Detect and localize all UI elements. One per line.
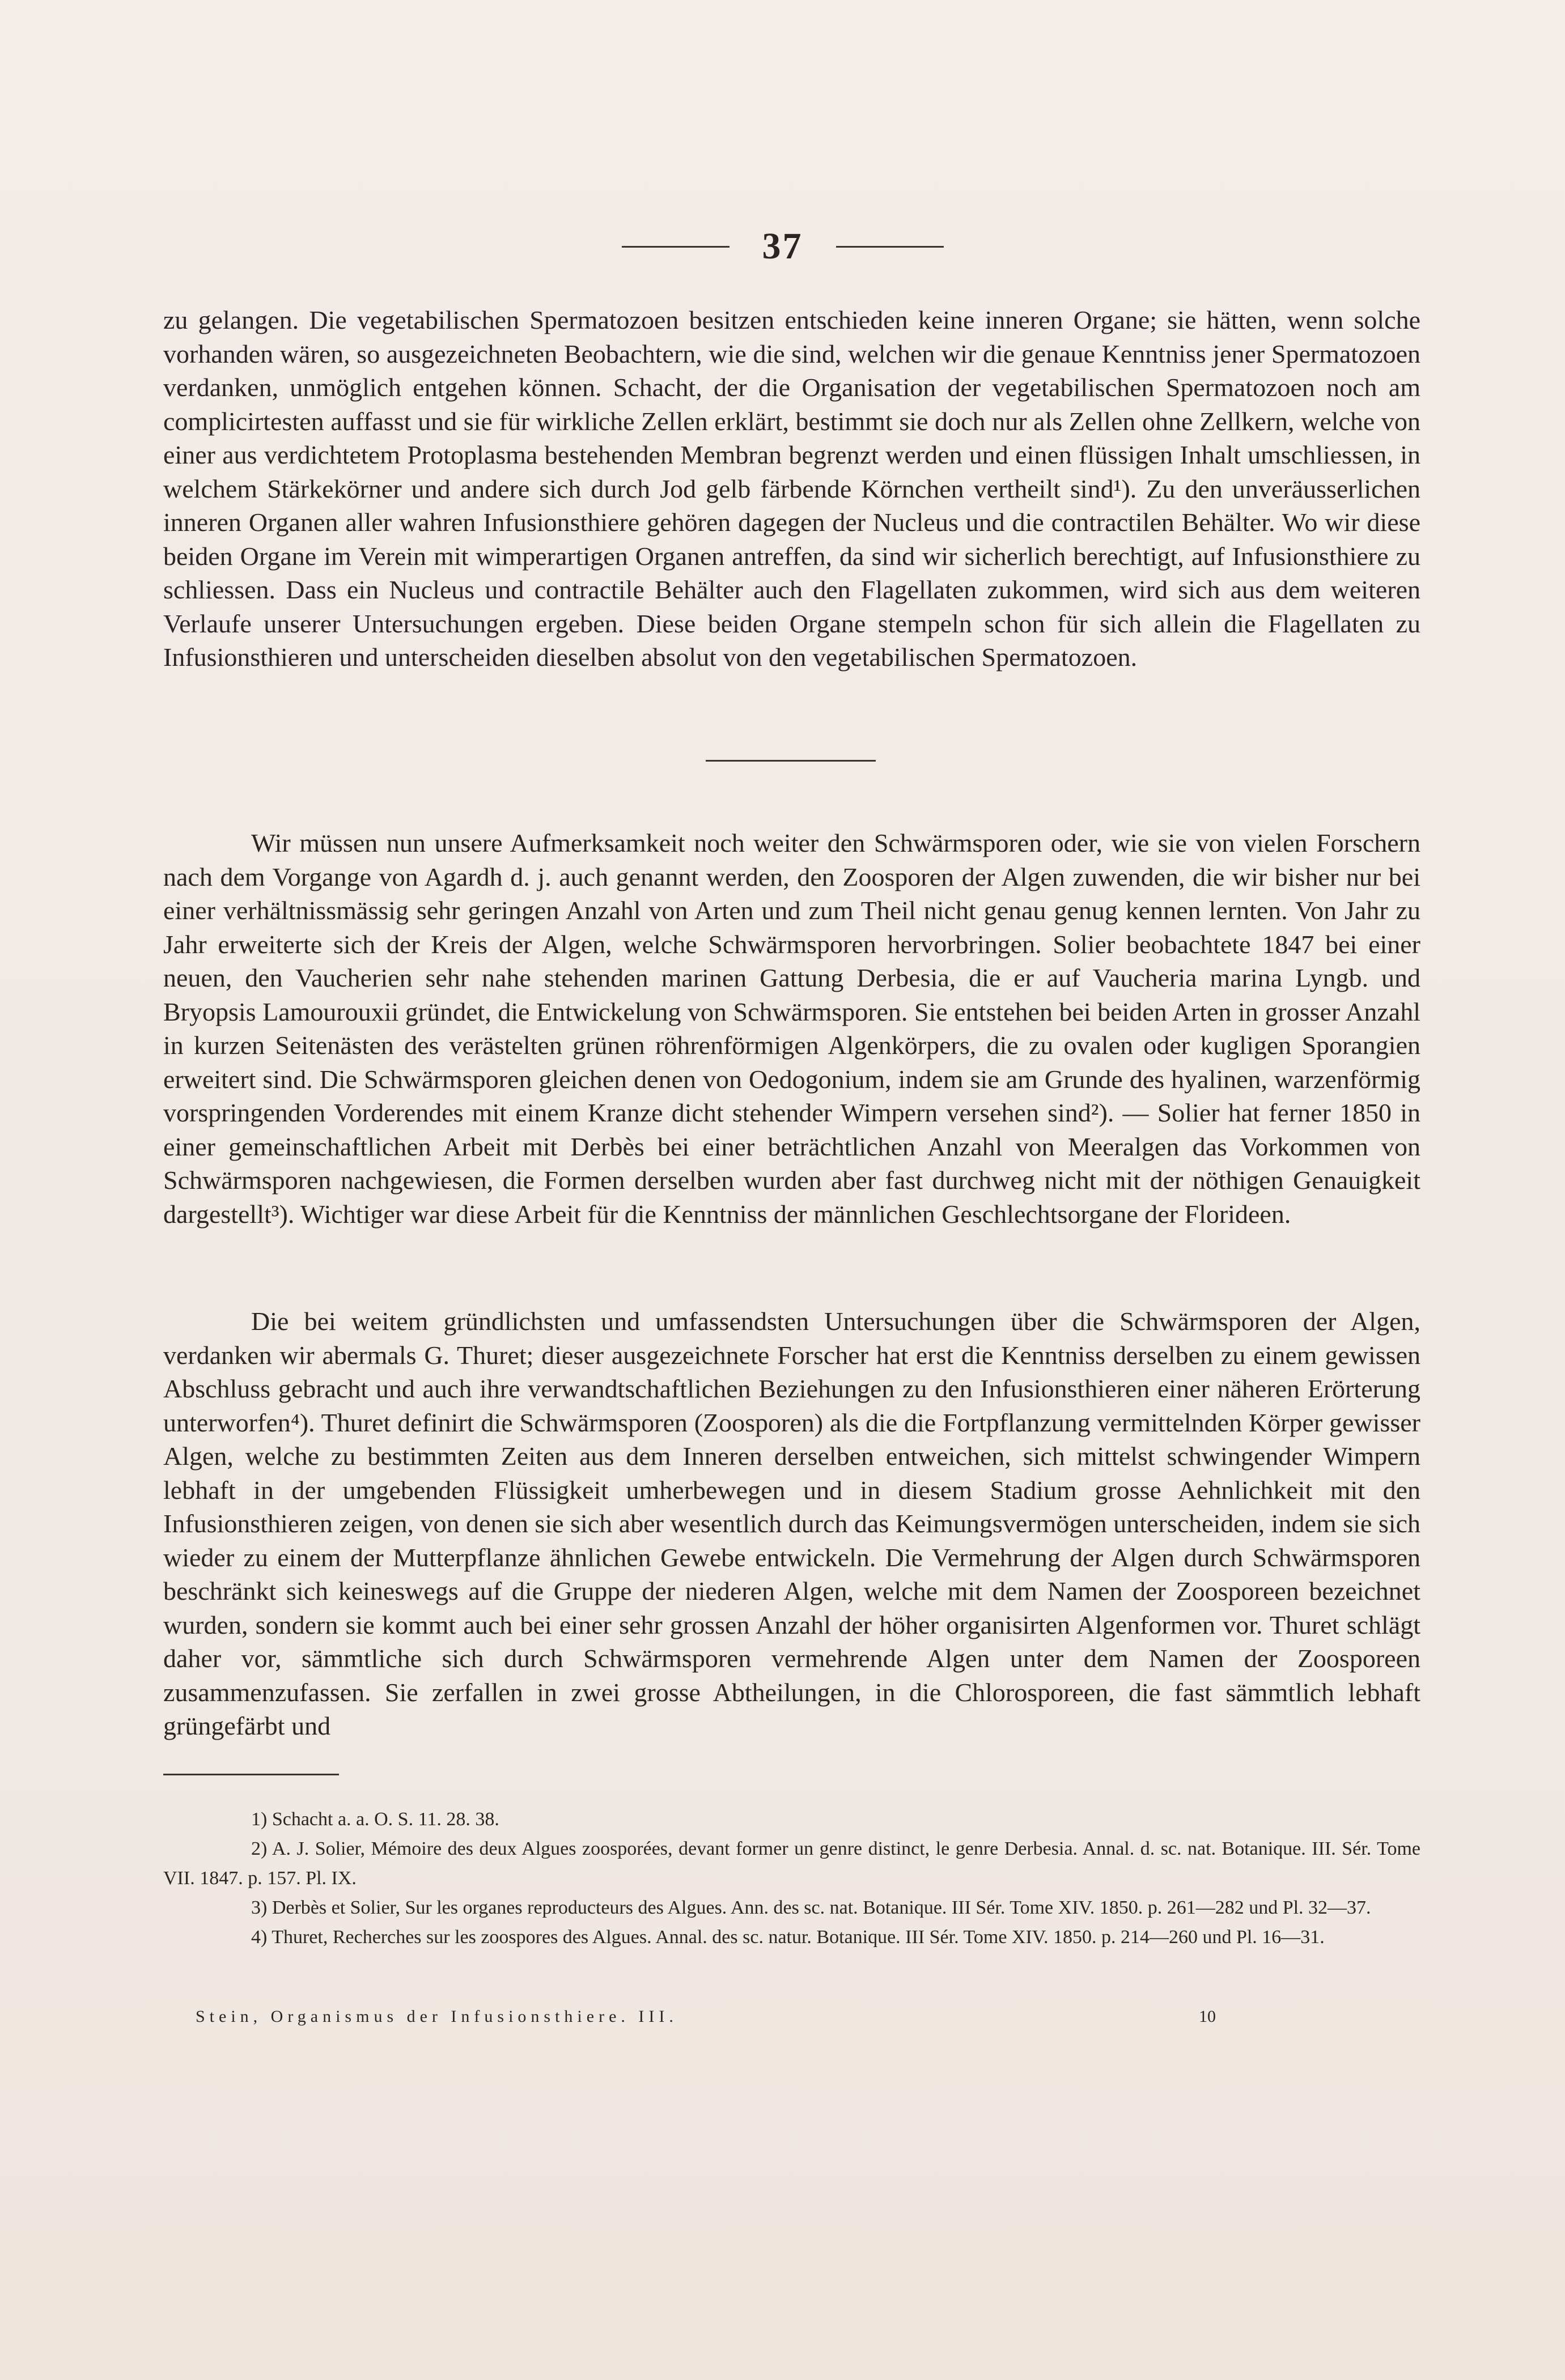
footnotes xyxy=(163,1805,1420,1952)
page-footer xyxy=(196,2007,1216,2026)
paragraph-1-text: zu gelangen. Die vegetabilischen Spermatozoen besitzen entschieden keine inneren Organe; sie hätten, wenn solche vorhanden wären, so ausgezeichneten Beobachtern, wie die sind, welchen wir die genaue Kenntniss jener Spermatozoen verdanken, unmöglich entgehen können. Schacht, der die Organisation der vegetabilischen Spermatozoen noch am complicirtesten auffasst und sie für wirkliche Zellen erklärt, bestimmt sie doch nur als Zellen ohne Zellkern, welche von einer aus verdichtetem Protoplasma bestehenden Membran begrenzt werden und einen flüssigen Inhalt umschliessen, in welchem Stärkekörner und andere sich durch Jod gelb färbende Körnchen vertheilt sind¹). Zu den unveräusserlichen inneren Organen aller wahren Infusionsthiere gehören dagegen der Nucleus und die contractilen Behälter. Wo wir diese beiden Organe im Verein mit wimperartigen Organen antreffen, da sind wir sicherlich berechtigt, auf Infusionsthiere zu schliessen. Dass ein Nucleus und contractile Behälter auch den Flagellaten zukommen, wird sich aus dem weiteren Verlaufe unserer Untersuchungen ergeben. Diese beiden Organe stempeln schon für sich allein die Flagellaten zu Infusionsthieren und unterscheiden dieselben absolut von den vegetabilischen Spermatozoen. xyxy=(163,305,1420,672)
footnote-1: 1) Schacht a. a. O. S. 11. 28. 38. xyxy=(251,1809,499,1830)
footnote-2: 2) A. J. Solier, Mémoire des deux Algues zoosporées, devant former un genre distinct, le genre Derbesia. Annal. d. sc. nat. Botanique. III. Sér. Tome VII. 1847. p. 157. Pl. IX. xyxy=(163,1838,1420,1889)
footer-book-title: Stein, Organismus der Infusionsthiere. III. xyxy=(196,2007,678,2026)
paragraph-1 xyxy=(163,303,1420,674)
header-rule-left xyxy=(622,246,730,248)
footer-signature: 10 xyxy=(1199,2007,1216,2026)
footnote-3: 3) Derbès et Solier, Sur les organes reproducteurs des Algues. Ann. des sc. nat. Botanique. III Sér. Tome XIV. 1850. p. 261—282 und Pl. 32—37. xyxy=(251,1897,1371,1918)
header-rule-right xyxy=(836,246,944,248)
page-number: 37 xyxy=(762,226,803,267)
paragraph-2-text: Wir müssen nun unsere Aufmerksamkeit noch weiter den Schwärmsporen oder, wie sie von vielen Forschern nach dem Vorgange von Agardh d. j. auch genannt werden, den Zoosporen der Algen zuwenden, die wir bisher nur bei einer verhältnissmässig sehr geringen Anzahl von Arten und zum Theil nicht genau genug kennen lernten. Von Jahr zu Jahr erweiterte sich der Kreis der Algen, welche Schwärmsporen hervorbringen. Solier beobachtete 1847 bei einer neuen, den Vaucherien sehr nahe stehenden marinen Gattung Derbesia, die er auf Vaucheria marina Lyngb. und Bryopsis Lamourouxii gründet, die Entwickelung von Schwärmsporen. Sie entstehen bei beiden Arten in grosser Anzahl in kurzen Seitenästen des verästelten grünen röhrenförmigen Algenkörpers, die zu ovalen oder kugligen Sporangien erweitert sind. Die Schwärmsporen gleichen denen von Oedogonium, indem sie am Grunde des hyalinen, warzenförmig vorspringenden Vorderendes mit einem Kranze dicht stehender Wimpern versehen sind²). — Solier hat ferner 1850 in einer gemeinschaftlichen Arbeit mit Derbès bei einer beträchtlichen Anzahl von Meeralgen das Vorkommen von Schwärmsporen nachgewiesen, die Formen derselben wurden aber fast durchweg nicht mit der nöthigen Genauigkeit dargestellt³). Wichtiger war diese Arbeit für die Kenntniss der männlichen Geschlechtsorgane der Florideen. xyxy=(163,828,1420,1229)
page-header xyxy=(0,224,1565,269)
paragraph-3 xyxy=(163,1304,1420,1743)
paragraph-3-text: Die bei weitem gründlichsten und umfassendsten Untersuchungen über die Schwärmsporen der Algen, verdanken wir abermals G. Thuret; dieser ausgezeichnete Forscher hat erst die Kenntniss derselben zu einem gewissen Abschluss gebracht und auch ihre verwandtschaftlichen Beziehungen zu den Infusionsthieren einer näheren Erörterung unterworfen⁴). Thuret definirt die Schwärmsporen (Zoosporen) als die die Fortpflanzung vermittelnden Körper gewisser Algen, welche zu bestimmten Zeiten aus dem Inneren derselben entweichen, sich mittelst schwingender Wimpern lebhaft in der umgebenden Flüssigkeit umherbewegen und in diesem Stadium grosse Aehnlichkeit mit den Infusionsthieren zeigen, von denen sie sich aber wesentlich durch das Keimungsvermögen unterscheiden, indem sie sich wieder zu einem der Mutterpflanze ähnlichen Gewebe entwickeln. Die Vermehrung der Algen durch Schwärmsporen beschränkt sich keineswegs auf die Gruppe der niederen Algen, welche mit dem Namen der Zoosporeen bezeichnet wurden, sondern sie kommt auch bei einer sehr grossen Anzahl der höher organisirten Algenformen vor. Thuret schlägt daher vor, sämmtliche sich durch Schwärmsporen vermehrende Algen unter dem Namen der Zoosporeen zusammenzufassen. Sie zerfallen in zwei grosse Abtheilungen, in die Chlorosporeen, die fast sämmtlich lebhaft grüngefärbt und xyxy=(163,1307,1420,1740)
paragraph-2 xyxy=(163,826,1420,1231)
footnote-4: 4) Thuret, Recherches sur les zoospores des Algues. Annal. des sc. natur. Botanique. III Sér. Tome XIV. 1850. p. 214—260 und Pl. 16—31. xyxy=(251,1927,1325,1948)
section-separator xyxy=(706,760,876,762)
footnote-rule xyxy=(163,1774,339,1775)
